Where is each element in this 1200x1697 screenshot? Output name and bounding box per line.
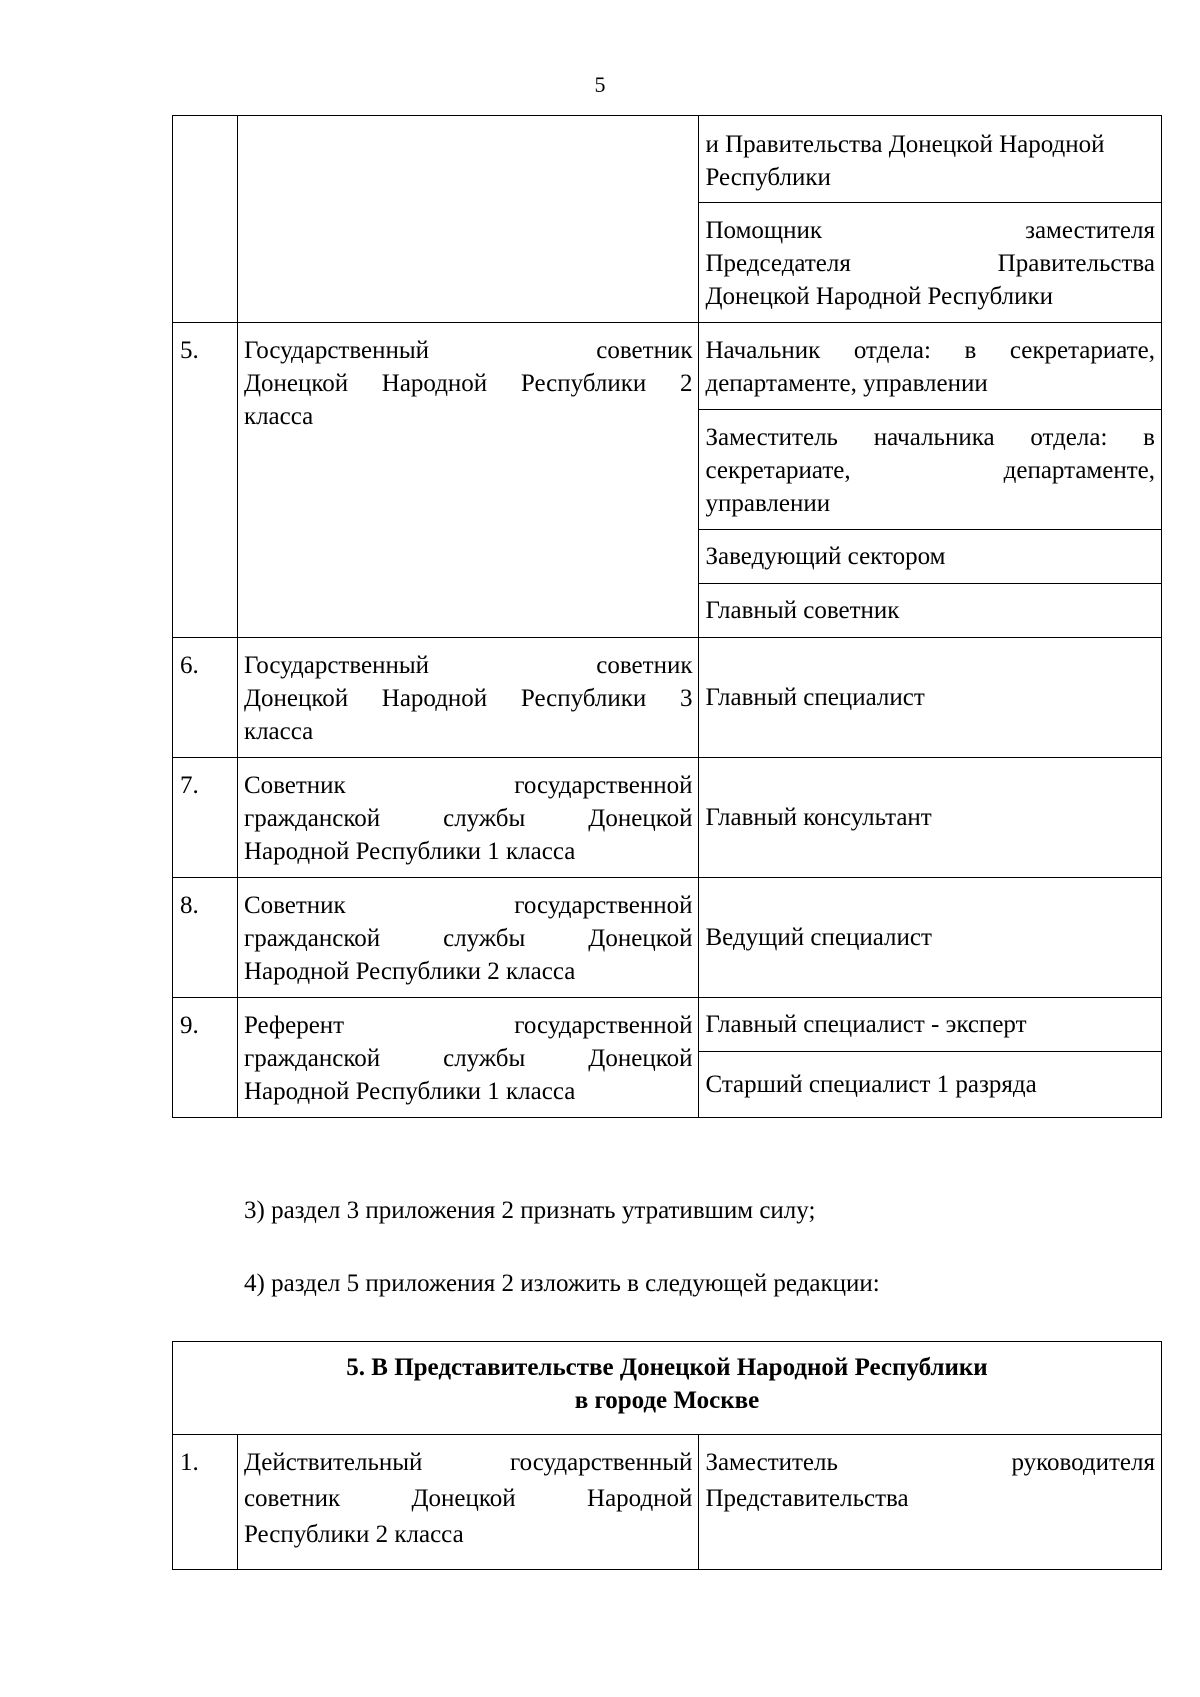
row-number: 1. — [173, 1435, 238, 1570]
position-cell: Главный консультант — [699, 758, 1162, 878]
rank-title — [237, 998, 699, 1118]
rank-line: Государственный советник — [243, 337, 693, 364]
position-cell — [699, 323, 1162, 410]
row-number: 8. — [173, 878, 238, 998]
position-cell — [699, 1435, 1162, 1570]
row-number: 9. — [173, 998, 238, 1118]
rank-line: гражданской службы Донецкой — [243, 1045, 693, 1072]
representation-table — [172, 1341, 1162, 1570]
position-line: Заместитель начальника отдела: в — [705, 424, 1155, 451]
rank-line: Государственный советник — [243, 652, 693, 679]
rank-line: Референт государственной — [243, 1012, 693, 1039]
rank-line: Народной Республики 1 класса — [243, 838, 576, 865]
rank-line: советник Донецкой Народной — [243, 1485, 693, 1512]
rank-title — [237, 878, 699, 998]
position-cell: Главный советник — [699, 584, 1162, 638]
rank-title — [237, 758, 699, 878]
rank-line: Действительный государственный — [243, 1449, 693, 1476]
rank-line: Советник государственной — [243, 892, 693, 919]
row-number: 5. — [173, 323, 238, 638]
paragraph-4: 4) раздел 5 приложения 2 изложить в следующей редакции: — [244, 1270, 880, 1297]
position-line: Представительства — [705, 1485, 909, 1512]
rank-title — [237, 323, 699, 638]
rank-line: гражданской службы Донецкой — [243, 805, 693, 832]
row-number: 7. — [173, 758, 238, 878]
rank-line: Советник государственной — [243, 772, 693, 799]
title-cell — [237, 116, 699, 323]
position-line: управлении — [705, 490, 831, 517]
table-row — [173, 1435, 1162, 1570]
rank-line: Республики 2 класса — [243, 1521, 464, 1548]
num-cell — [173, 116, 238, 323]
position-line: Помощник заместителя — [705, 217, 1155, 244]
row-number: 6. — [173, 638, 238, 758]
position-cell — [699, 410, 1162, 530]
paragraph-3: 3) раздел 3 приложения 2 признать утратившим силу; — [244, 1197, 816, 1224]
rank-line: гражданской службы Донецкой — [243, 925, 693, 952]
position-cell: и Правительства Донецкой Народной Республики — [699, 116, 1162, 203]
rank-title — [237, 1435, 699, 1570]
ranks-table — [172, 115, 1162, 1118]
table-row — [173, 116, 1162, 203]
position-line: Начальник отдела: в секретариате, — [705, 337, 1155, 364]
table-row — [173, 878, 1162, 998]
position-cell — [699, 203, 1162, 323]
rank-title — [237, 638, 699, 758]
table-row — [173, 638, 1162, 758]
page-number: 5 — [594, 72, 606, 97]
table-row — [173, 758, 1162, 878]
rank-line: класса — [243, 403, 314, 430]
position-cell: Старший специалист 1 разряда — [699, 1052, 1162, 1118]
position-cell: Главный специалист - эксперт — [699, 998, 1162, 1052]
position-line: секретариате, департаменте, — [705, 457, 1155, 484]
position-line: Заместитель руководителя — [705, 1449, 1155, 1476]
position-line: Председателя Правительства — [705, 250, 1155, 277]
table-row — [173, 323, 1162, 410]
table-row — [173, 998, 1162, 1052]
position-cell: Ведущий специалист — [699, 878, 1162, 998]
heading-line-2: в городе Москве — [574, 1387, 760, 1414]
position-line: Донецкой Народной Республики — [705, 283, 1053, 310]
table-heading-row — [173, 1342, 1162, 1435]
rank-line: Донецкой Народной Республики 2 — [243, 370, 693, 397]
section-heading — [173, 1342, 1162, 1435]
position-cell: Главный специалист — [699, 638, 1162, 758]
rank-line: Народной Республики 1 класса — [243, 1078, 576, 1105]
heading-line-1: 5. В Представительстве Донецкой Народной Республики — [346, 1354, 988, 1381]
rank-line: Донецкой Народной Республики 3 — [243, 685, 693, 712]
position-cell: Заведующий сектором — [699, 530, 1162, 584]
rank-line: класса — [243, 718, 314, 745]
rank-line: Народной Республики 2 класса — [243, 958, 576, 985]
position-line: департаменте, управлении — [705, 370, 988, 397]
